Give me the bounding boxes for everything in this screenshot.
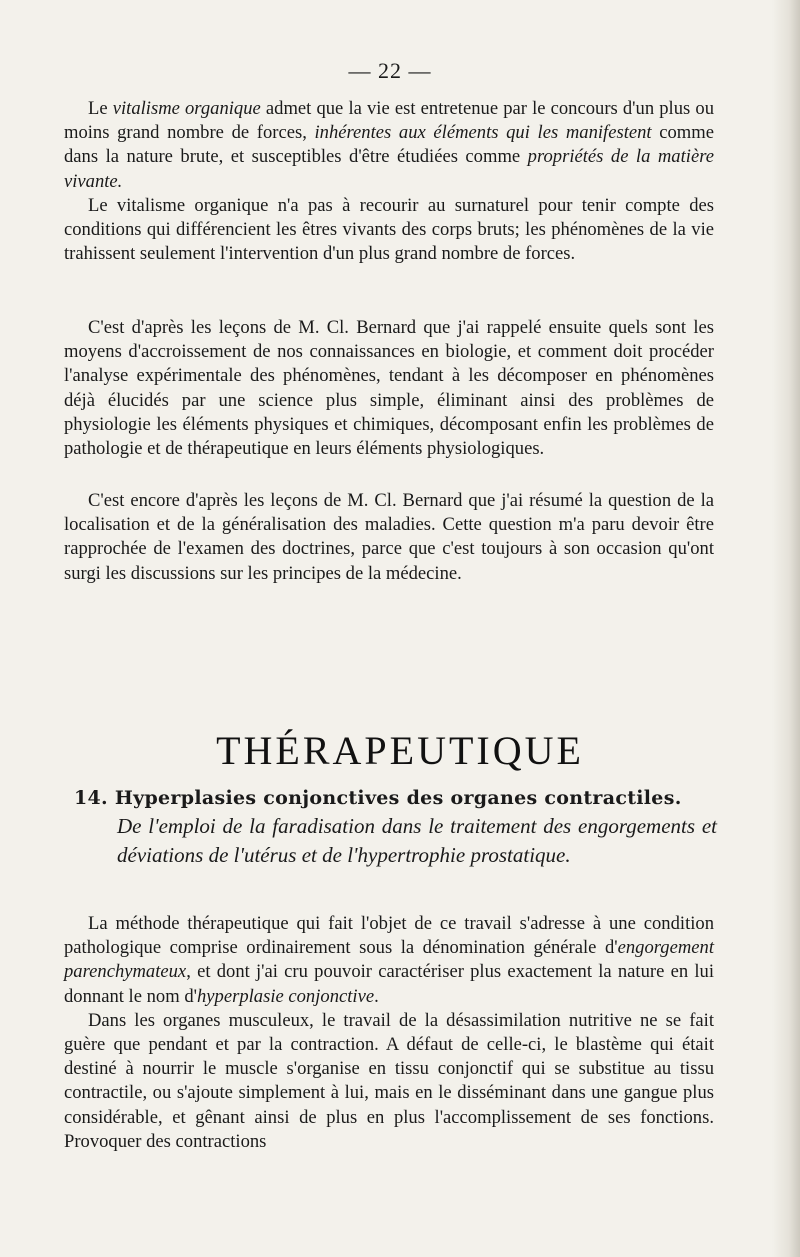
text-run: C'est d'après les leçons de M. Cl. Bernard que j'ai rappelé ensuite quels sont les moyens d'accroissement de nos connaissances en biologie, et comment doit procéder l'analyse expérimentale des phénomènes, tendant à les décomposer en phénomènes déjà élucidés par une science plus simple, éliminant ainsi des problèmes de physiologie les éléments physiques et chimiques, décomposant enfin les problèmes de pathologie et de thérapeutique en leurs éléments physiologiques. bbox=[64, 317, 714, 460]
text-run: , et dont j'ai cru pouvoir caractériser plus exactement la nature en lui donnant le nom d' bbox=[64, 961, 714, 1007]
page-binding-edge bbox=[772, 0, 800, 1257]
text-run: La méthode thérapeutique qui fait l'objet de ce travail s'adresse à une condition pathologique comprise ordinairement sous la dénomination générale d' bbox=[64, 913, 714, 959]
paragraph bbox=[64, 97, 714, 194]
localisation-paragraph bbox=[64, 489, 714, 586]
bernard-lessons-paragraph bbox=[64, 316, 714, 461]
paragraph bbox=[64, 489, 714, 586]
italic-phrase: propriétés de la matière vivante. bbox=[64, 146, 714, 192]
italic-phrase: engorgement parenchymateux bbox=[64, 937, 714, 983]
text-run: Dans les organes musculeux, le travail de la désassimilation nutritive ne se fait guère que pendant et par la contraction. A défaut de celle-ci, le blastème qui était destiné à nourrir le muscle s'organise en tissu conjonctif qui se substitue au tissu contractile, ou s'ajoute simplement à lui, mais en le disséminant dans une gangue plus considérable, et gênant ainsi de plus en plus l'accomplissement de ses fonctions. Provoquer des contractions bbox=[64, 1009, 714, 1152]
therapy-paragraphs bbox=[64, 912, 714, 1154]
italic-phrase: hyperplasie conjonctive bbox=[196, 985, 375, 1007]
text-run: Le bbox=[88, 98, 113, 119]
text-run: . bbox=[374, 985, 379, 1007]
article-heading: 14. Hyperplasies conjonctives des organes contractiles. bbox=[74, 787, 682, 809]
text-run: C'est encore d'après les leçons de M. Cl. Bernard que j'ai résumé la question de la localisation et de la généralisation des maladies. Cette question m'a paru devoir être rapprochée de l'examen des doctrines, parce que c'est toujours à son occasion qu'ont surgi les discussions sur les principes de la médecine. bbox=[64, 490, 714, 584]
italic-phrase: vitalisme organique bbox=[112, 98, 261, 119]
page-number: — 22 — bbox=[348, 58, 432, 83]
text-run: Le vitalisme organique n'a pas à recourir au surnaturel pour tenir compte des conditions qui différencient les êtres vivants des corps bruts; les phénomènes de la vie trahissent seulement l'intervention d'un plus grand nombre de forces. bbox=[64, 194, 714, 265]
italic-phrase: inhérentes aux éléments qui les manifestent bbox=[314, 122, 652, 144]
text-run: admet que la vie est entretenue par le concours d'un plus ou moins grand nombre de forces, bbox=[64, 98, 714, 144]
article-subtitle: De l'emploi de la faradisation dans le traitement des engorgements et déviations de l'utérus et de l'hypertrophie prostatique. bbox=[117, 814, 717, 867]
paragraph bbox=[64, 1009, 714, 1154]
section-title: THÉRAPEUTIQUE bbox=[216, 727, 584, 773]
paragraph bbox=[64, 194, 714, 267]
text-run: comme dans la nature brute, et susceptibles d'être étudiées comme bbox=[64, 122, 714, 168]
paragraph bbox=[64, 316, 714, 461]
intro-paragraphs bbox=[64, 97, 714, 266]
paragraph bbox=[64, 912, 714, 1009]
